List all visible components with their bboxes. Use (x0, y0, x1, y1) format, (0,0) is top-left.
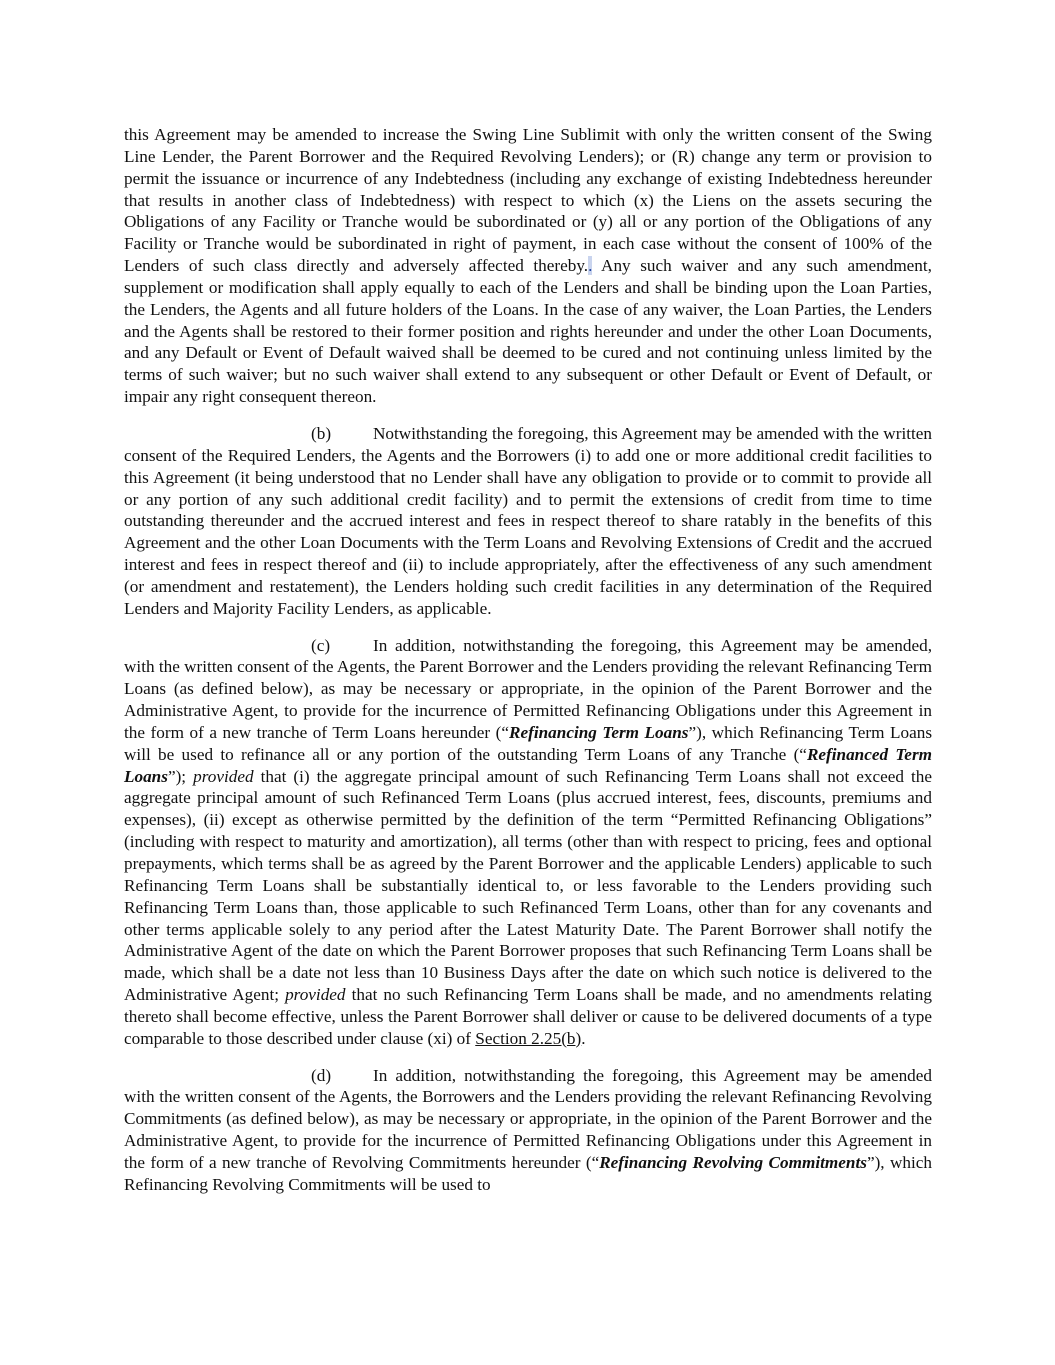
para-c-text-4: that (i) the aggregate principal amount of such Refinancing Term Loans shall not exceed the aggregate principal amount of such Refinanced Term Loans (plus accrued interest, fees, discounts, premiums and expenses), (ii) except as otherwise permitted by the definition of the term “Permitted Refinancing Obligations” (including with respect to maturity and amortization), all terms (other than with respect to pricing, fees and optional prepayments, which terms shall be as agreed by the Parent Borrower and the applicable Lenders) applicable to such Refinancing Term Loans shall be substantially identical to, or less favorable to the Lenders providing such Refinancing Term Loans than, those applicable to such Refinanced Term Loans, other than for any covenants and other terms applicable solely to any period after the Latest Maturity Date. The Parent Borrower shall notify the Administrative Agent of the date on which the Parent Borrower proposes that such Refinancing Term Loans shall be made, which shall be a date not less than 10 Business Days after the date on which such notice is delivered to the Administrative Agent; (124, 766, 932, 1005)
paragraph-d (124, 1065, 932, 1196)
section-cross-reference[interactable]: Section 2.25(b) (475, 1028, 582, 1048)
para-b-text: Notwithstanding the foregoing, this Agreement may be amended with the written consent of the Required Lenders, the Agents and the Borrowers (i) to add one or more additional credit facilities to this Agreement (it being understood that no Lender shall have any obligation to provide or to commit to provide all or any portion of any such additional credit facility) and to permit the extensions of credit from time to time outstanding thereunder and the accrued interest and fees in respect thereof to share ratably in the benefits of this Agreement and the other Loan Documents with the Term Loans and Revolving Extensions of Credit and the accrued interest and fees in respect thereof and (ii) to include appropriately, after the effectiveness of any such amendment (or amendment and restatement), the Lenders holding such credit facilities in any determination of the Required Lenders and Majority Facility Lenders, as applicable. (124, 423, 932, 618)
para-c-text-5: that no such Refinancing Term Loans shall be made, and no amendments relating thereto shall become effective, unless the Parent Borrower shall deliver or cause to be delivered documents of a type comparable to those described under clause (xi) of (124, 985, 932, 1048)
para-b-label: (b) (311, 423, 332, 443)
para-d-text-1: In addition, notwithstanding the foregoing, this Agreement may be amended with the written consent of the Agents, the Borrowers and the Lenders providing the relevant Refinancing Revolving Commitments (as defined below), as may be necessary or appropriate, in the opinion of the Parent Borrower and the Administrative Agent, to provide for the incurrence of Permitted Refinancing Obligations under this Agreement in the form of a new tranche of Revolving Commitments hereunder (“ (124, 1065, 932, 1172)
comment-marker[interactable]: . (588, 256, 593, 276)
para-c-text-6: . (581, 1028, 586, 1048)
defined-term-refinancing-term-loans: Refinancing Term Loans (509, 722, 689, 742)
para-c-label: (c) (311, 635, 331, 655)
proviso-1: provided (193, 766, 254, 786)
paragraph-b (124, 423, 932, 620)
para-d-label: (d) (311, 1065, 332, 1085)
para-a-text-1: this Agreement may be amended to increase the Swing Line Sublimit with only the written consent of the Swing Line Lender, the Parent Borrower and the Required Revolving Lenders); or (R) change any term or provision to permit the issuance or incurrence of any Indebtedness (including any exchange of existing Indebtedness hereunder that results in another class of Indebtedness) with respect to which (x) the Liens on the assets securing the Obligations of any Facility or Tranche would be subordinated or (y) all or any portion of the Obligations of any Facility or Tranche would be subordinated in right of payment, in each case without the consent of 100% of the Lenders of such class directly and adversely affected thereby. (124, 125, 932, 276)
proviso-2: provided (285, 985, 346, 1005)
para-c-text-1: In addition, notwithstanding the foregoing, this Agreement may be amended, with the written consent of the Agents, the Parent Borrower and the Lenders providing the relevant Refinancing Term Loans (as defined below), as may be necessary or appropriate, in the opinion of the Parent Borrower and the Administrative Agent, to provide for the incurrence of Permitted Refinancing Obligations under this Agreement in the form of a new tranche of Term Loans hereunder (“ (124, 635, 932, 742)
defined-term-refinancing-revolving-commitments: Refinancing Revolving Commitments (599, 1152, 867, 1172)
paragraph-c (124, 635, 932, 1050)
document-page (124, 124, 932, 1211)
paragraph-a-continuation (124, 124, 932, 408)
defined-term-refinanced-term-loans: Refinanced Term Loans (124, 744, 932, 786)
para-c-text-3: ”); (167, 766, 194, 786)
para-a-text-2: Any such waiver and any such amendment, supplement or modification shall apply equally to each of the Lenders and shall be binding upon the Loan Parties, the Lenders, the Agents and all future holders of the Loans. In the case of any waiver, the Loan Parties, the Lenders and the Agents shall be restored to their former position and rights hereunder and under the other Loan Documents, and any Default or Event of Default waived shall be deemed to be cured and not continuing unless limited by the terms of such waiver; but no such waiver shall extend to any subsequent or other Default or Event of Default, or impair any right consequent thereon. (124, 256, 932, 407)
para-d-text-2: ”), which Refinancing Revolving Commitments will be used to (124, 1152, 933, 1194)
para-c-text-2: ”), which Refinancing Term Loans will be used to refinance all or any portion of the outstanding Term Loans of any Tranche (“ (124, 722, 933, 764)
